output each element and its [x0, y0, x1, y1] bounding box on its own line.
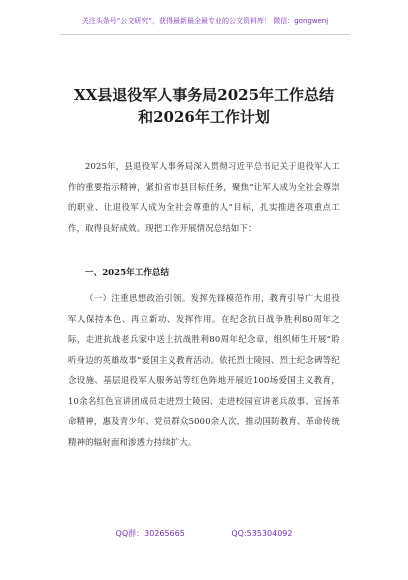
intro-paragraph: 2025年，县退役军人事务局深入贯彻习近平总书记关于退役军人工作的重要指示精神，紧扣省市县目标任务，聚焦“让军人成为全社会尊崇的职业、让退役军人成为全社会尊重的人”目标，扎实推进各项重点工作，取得良好成效。现把工作开展情况总结如下：	[68, 161, 340, 233]
section-heading-1: 一、2025年工作总结	[85, 268, 170, 278]
footer-qq-group: QQ群：30265665	[115, 529, 185, 538]
footer-qq-number: QQ:535304092	[231, 529, 293, 538]
footer-contact	[0, 528, 408, 539]
title-line-2: 和2026年工作计划	[138, 108, 270, 126]
section-1-paragraph: （一）注重思想政治引领。发挥先锋模范作用，教育引导广大退役军人保持本色、再立新功、发挥作用。在纪念抗日战争胜利80周年之际，走进抗战老兵家中送上抗战胜利80周年纪念章，组织师生开展“聆听身边的英雄故事”爱国主义教育活动。依托烈士陵园、烈士纪念碑等纪念设施、基层退役军人服务站等红色阵地开展近100场爱国主义教育，10余名红色宣讲团成员走进烈士陵园、走进校园宣讲老兵故事、宣扬革命精神，惠及青少年、党员群众5000余人次，推动国防教育、革命传统精神的辐射面和渗透力持续扩大。	[68, 293, 340, 447]
title-line-1: XX县退役军人事务局2025年工作总结	[73, 86, 335, 104]
header-banner	[60, 8, 350, 35]
header-promo-text: 关注头条号“公文研究”，获得最新最全最专业的公文资料库！ 微信：gongwenj	[81, 17, 329, 25]
document-title	[40, 84, 368, 128]
